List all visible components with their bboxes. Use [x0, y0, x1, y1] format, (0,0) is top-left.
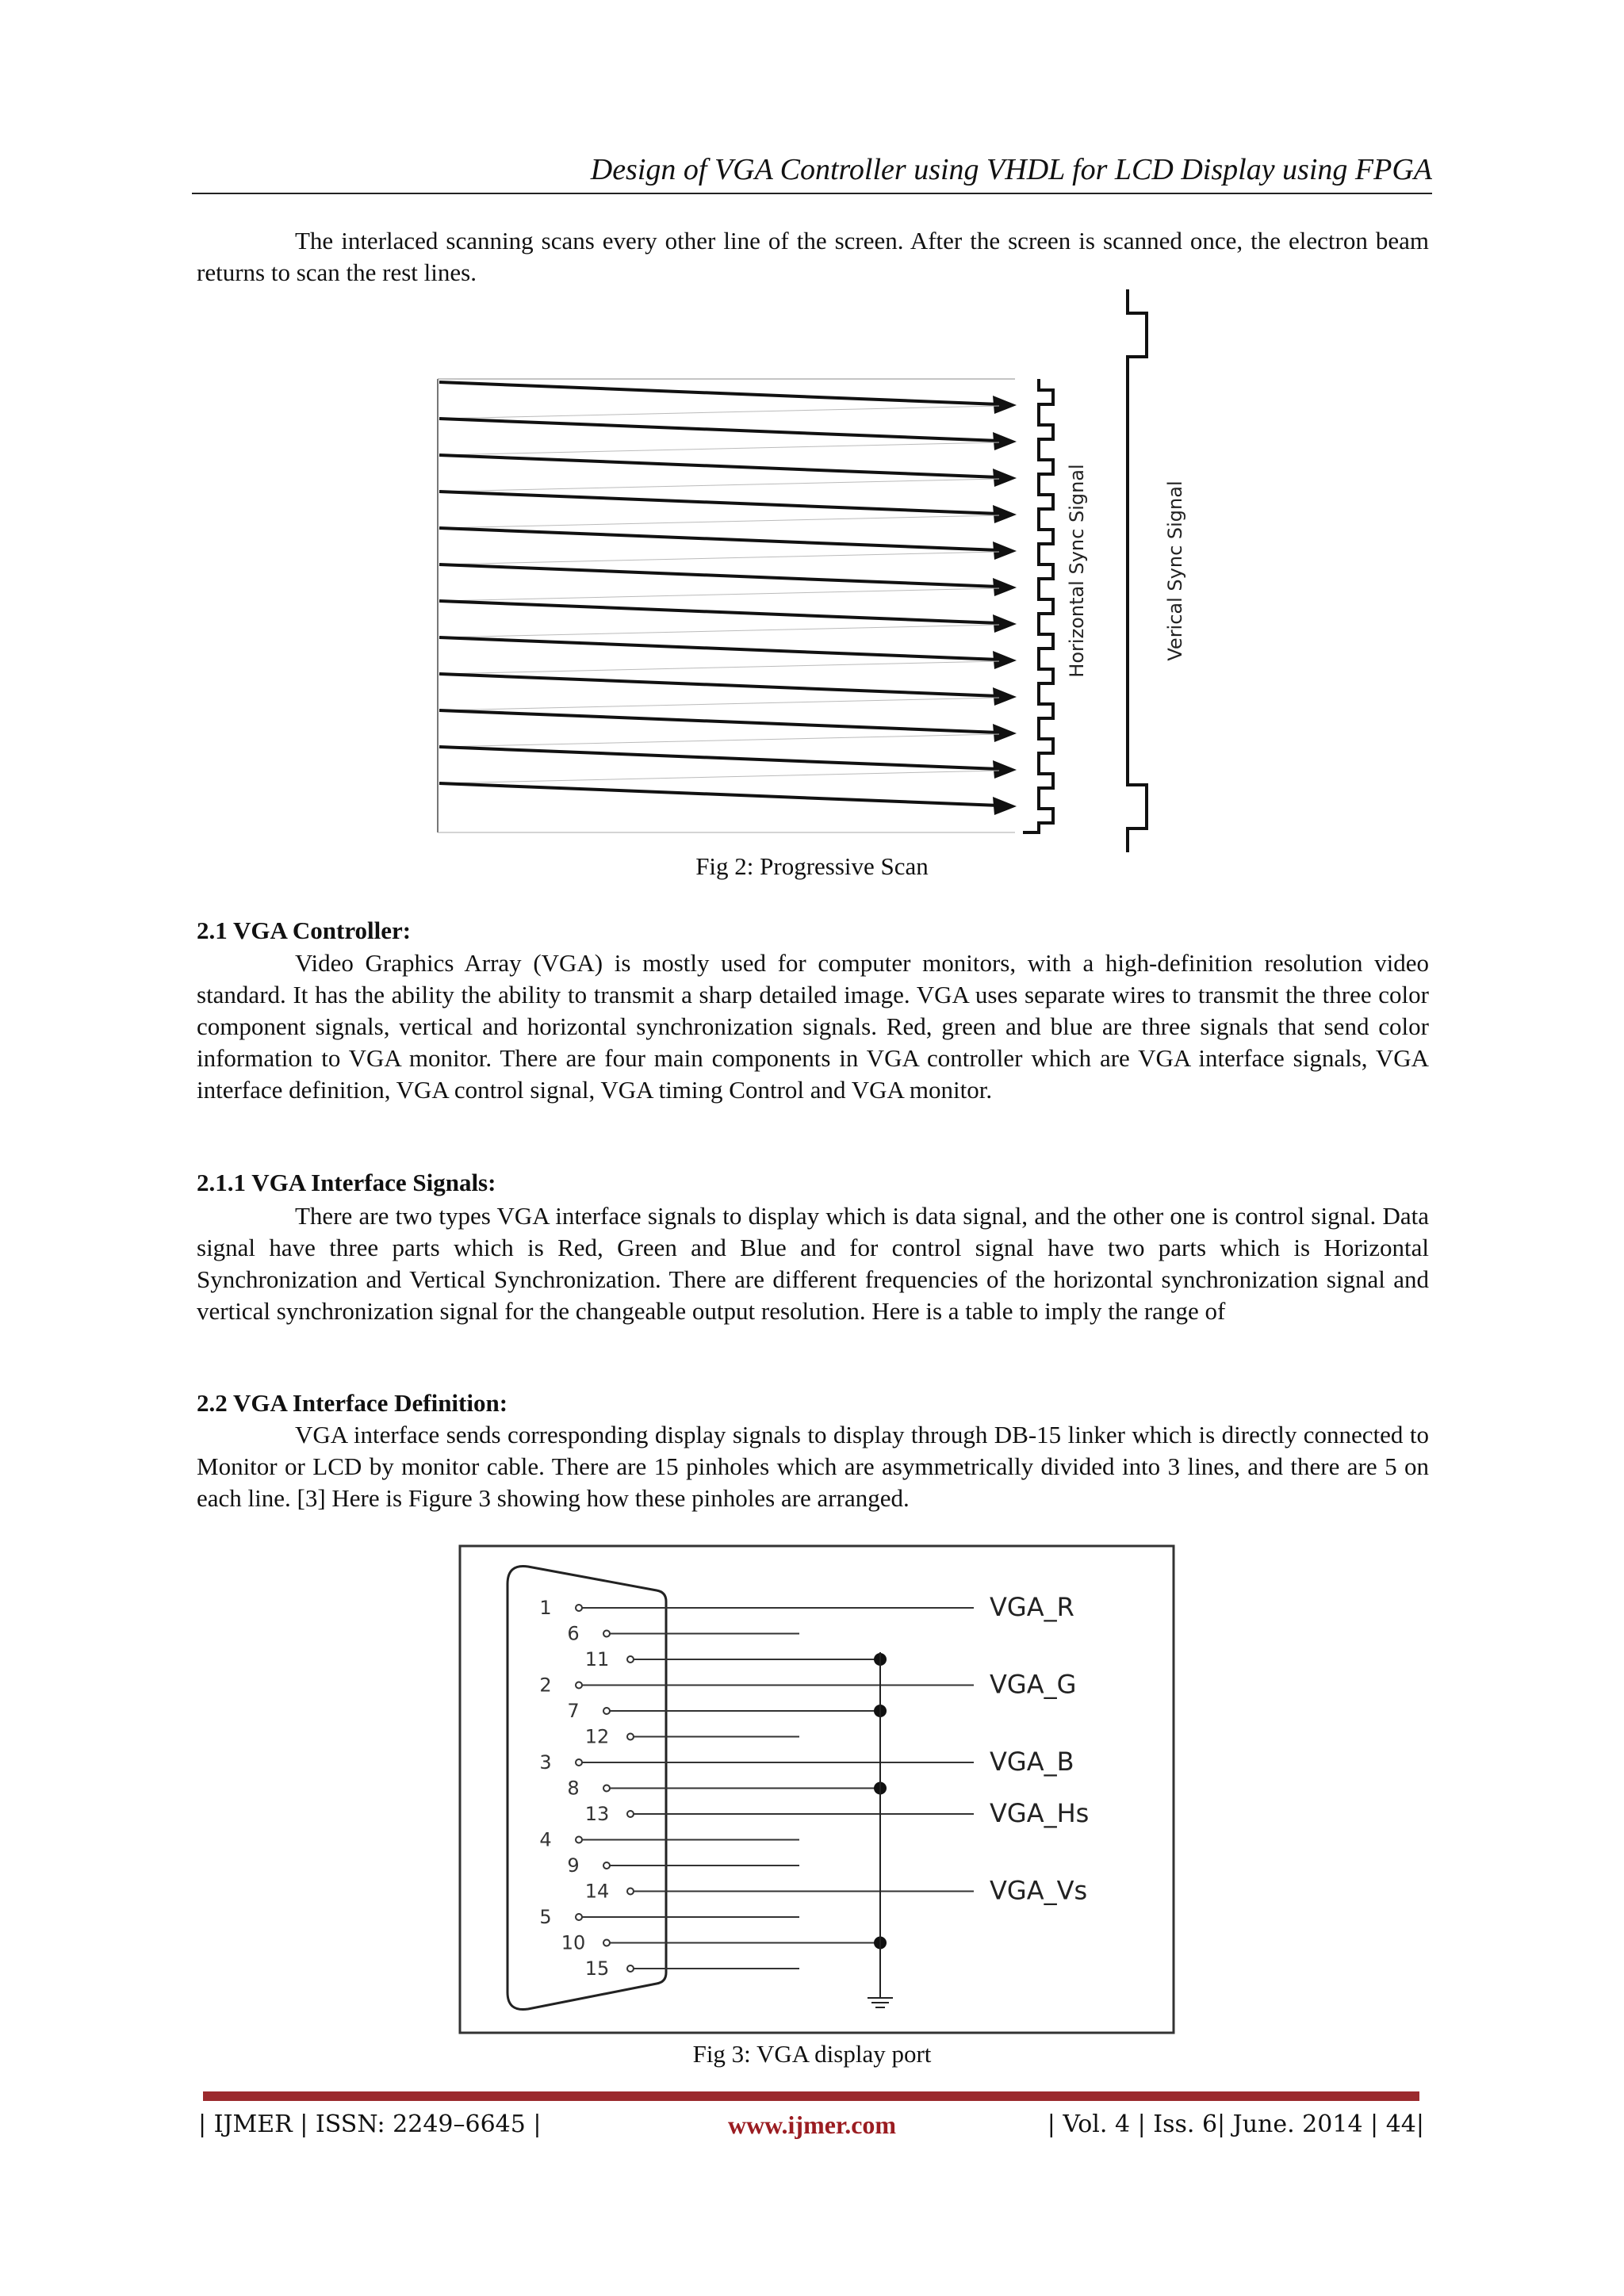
- scan-line: [439, 419, 999, 441]
- vertical-sync-waveform: [1128, 289, 1147, 852]
- arrowhead-icon: [993, 432, 1017, 450]
- arrowhead-icon: [993, 578, 1017, 596]
- pin-label: 2: [539, 1674, 552, 1697]
- pin-label: 11: [584, 1648, 610, 1670]
- horizontal-sync-waveform: [1023, 379, 1053, 832]
- pin-hole-icon: [576, 1759, 582, 1766]
- pin-label: 9: [567, 1854, 580, 1877]
- signal-label: VGA_R: [990, 1592, 1074, 1622]
- retrace-line: [439, 515, 999, 528]
- pin-label: 4: [539, 1828, 552, 1851]
- vertical-sync-label: Verical Sync Signal: [1164, 480, 1186, 661]
- pin-hole-icon: [576, 1682, 582, 1689]
- scan-line: [439, 564, 999, 587]
- pin-label: 8: [567, 1777, 580, 1800]
- scan-line: [439, 528, 999, 550]
- figure1-caption: Fig 2: Progressive Scan: [695, 852, 929, 880]
- pin-hole-icon: [627, 1965, 634, 1972]
- pin-label: 15: [584, 1957, 610, 1980]
- arrowhead-icon: [993, 505, 1017, 523]
- footer-journal-info: | IJMER | ISSN: 2249–6645 |: [198, 2110, 542, 2138]
- signal-label: VGA_G: [990, 1669, 1077, 1700]
- arrowhead-icon: [993, 651, 1017, 669]
- pin-label: 6: [567, 1622, 580, 1645]
- scan-line: [439, 601, 999, 623]
- scan-line: [439, 783, 999, 806]
- retrace-line: [439, 771, 999, 783]
- arrowhead-icon: [993, 724, 1017, 742]
- arrowhead-icon: [993, 469, 1017, 487]
- pin-hole-icon: [576, 1837, 582, 1843]
- retrace-line: [439, 698, 999, 710]
- pin-hole-icon: [627, 1656, 634, 1663]
- retrace-line: [439, 661, 999, 674]
- arrowhead-icon: [993, 760, 1017, 779]
- retrace-line: [439, 479, 999, 492]
- retrace-line: [439, 625, 999, 637]
- pin-hole-icon: [603, 1940, 610, 1946]
- retrace-line: [439, 734, 999, 747]
- intro-paragraph: The interlaced scanning scans every other line of the screen. After the screen is scanned once, the electron beam returns to scan the rest lines.: [197, 227, 1429, 286]
- signal-label: VGA_Vs: [990, 1875, 1088, 1906]
- section-2-1-heading: 2.1 VGA Controller:: [197, 916, 412, 944]
- section-2-1-body: Video Graphics Array (VGA) is mostly used for computer monitors, with a high-definition resolution video standard. It has the ability the ability to transmit a sharp detailed image. VGA uses separate wires to transmit the three color component signals, vertical and horizontal synchronization signals. Red, green and blue are three signals that send color information to VGA monitor. There are four main components in VGA controller which are VGA interface signals, VGA interface definition, VGA control signal, VGA timing Control and VGA monitor.: [197, 949, 1429, 1104]
- section-2-1-1-heading: 2.1.1 VGA Interface Signals:: [197, 1169, 496, 1196]
- pin-hole-icon: [576, 1605, 582, 1611]
- pin-label: 7: [567, 1700, 580, 1722]
- arrowhead-icon: [993, 541, 1017, 560]
- retrace-line: [439, 588, 999, 601]
- pin-label: 5: [539, 1906, 552, 1928]
- pin-hole-icon: [603, 1785, 610, 1792]
- pin-hole-icon: [603, 1631, 610, 1637]
- figure2-caption: Fig 3: VGA display port: [692, 2040, 932, 2068]
- scan-line: [439, 637, 999, 660]
- retrace-line: [439, 552, 999, 564]
- pin-hole-icon: [576, 1914, 582, 1920]
- retrace-line: [439, 406, 999, 419]
- scan-line: [439, 455, 999, 477]
- section-2-2-body: VGA interface sends corresponding display signals to display through DB-15 linker which is directly connected to Monitor or LCD by monitor cable. There are 15 pinholes which are asymmetrically divided into 3 lines, and there are 5 on each line. [3] Here is Figure 3 showing how these pinholes are arranged.: [197, 1421, 1429, 1512]
- arrowhead-icon: [993, 614, 1017, 633]
- scan-line: [439, 674, 999, 696]
- pin-label: 10: [561, 1931, 586, 1954]
- header-rule: [192, 193, 1432, 194]
- vga-port-figure: [458, 1544, 1175, 2036]
- arrowhead-icon: [993, 687, 1017, 706]
- pin-hole-icon: [603, 1862, 610, 1869]
- scan-line: [439, 382, 999, 404]
- footer-website-link[interactable]: www.ijmer.com: [727, 2110, 897, 2139]
- signal-label: VGA_Hs: [990, 1798, 1090, 1828]
- pin-hole-icon: [627, 1734, 634, 1740]
- progressive-scan-figure: [428, 285, 1205, 864]
- pin-label: 3: [539, 1751, 552, 1774]
- signal-label: VGA_B: [990, 1747, 1074, 1777]
- scan-line: [439, 492, 999, 514]
- pin-label: 1: [539, 1597, 552, 1619]
- arrowhead-icon: [993, 396, 1017, 414]
- scan-line: [439, 710, 999, 733]
- pin-hole-icon: [627, 1888, 634, 1895]
- pin-label: 14: [584, 1880, 610, 1903]
- pin-label: 12: [584, 1725, 610, 1748]
- arrowhead-icon: [993, 797, 1017, 815]
- footer-bar: [203, 2091, 1419, 2101]
- footer-volume-info: | Vol. 4 | Iss. 6| June. 2014 | 44|: [1047, 2110, 1424, 2138]
- section-2-1-1-body: There are two types VGA interface signals to display which is data signal, and the other one is control signal. Data signal have three parts which is Red, Green and Blue and for control signal have two parts which is Horizontal Synchronization and Vertical Synchronization. There are different frequencies of the horizontal synchronization signal and vertical synchronization signal for the changeable output resolution. Here is a table to imply the range of: [197, 1202, 1429, 1325]
- pin-hole-icon: [603, 1708, 610, 1714]
- section-2-2-heading: 2.2 VGA Interface Definition:: [197, 1389, 508, 1417]
- horizontal-sync-label: Horizontal Sync Signal: [1066, 464, 1088, 678]
- retrace-line: [439, 442, 999, 455]
- scan-lines: [439, 382, 1017, 815]
- running-header: Design of VGA Controller using VHDL for LCD Display using FPGA: [590, 153, 1432, 186]
- scan-line: [439, 747, 999, 769]
- pin-hole-icon: [627, 1811, 634, 1817]
- pin-label: 13: [584, 1803, 610, 1825]
